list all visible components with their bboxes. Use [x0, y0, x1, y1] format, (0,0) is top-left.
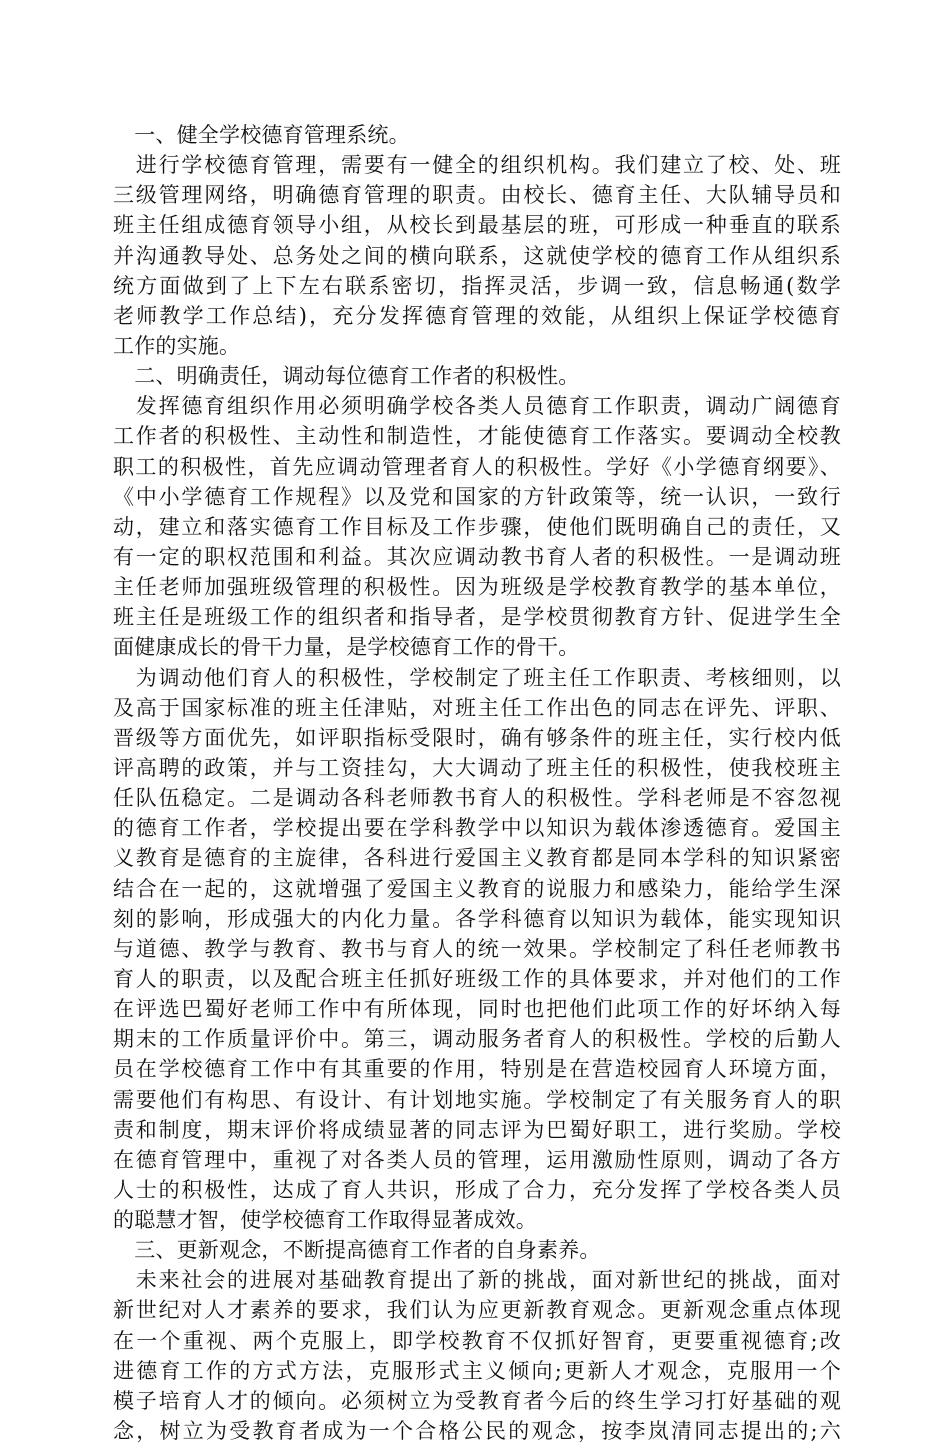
text-line: 需要他们有构思、有设计、有计划地实施。学校制定了有关服务育人的职	[113, 1087, 841, 1112]
text-line: 育人的职责，以及配合班主任抓好班级工作的具体要求，并对他们的工作	[113, 966, 841, 991]
text-line: 动，建立和落实德育工作目标及工作步骤，使他们既明确自己的责任，又	[113, 514, 841, 539]
text-line: 义教育是德育的主旋律，各科进行爱国主义教育都是同本学科的知识紧密	[113, 846, 841, 871]
text-line: 在评选巴蜀好老师工作中有所体现，同时也把他们此项工作的好坏纳入每	[113, 997, 841, 1022]
text-line: 工作的实施。	[113, 333, 241, 358]
text-line: 统方面做到了上下左右联系密切，指挥灵活，步调一致，信息畅通(数学	[113, 273, 841, 298]
text-line: 与道德、教学与教育、教书与育人的统一效果。学校制定了科任老师教书	[113, 936, 841, 961]
text-line: 发挥德育组织作用必须明确学校各类人员德育工作职责，调动广阔德育	[113, 394, 841, 419]
text-line: 三、更新观念，不断提高德育工作者的自身素养。	[113, 1238, 601, 1263]
text-line: 在一个重视、两个克服上，即学校教育不仅抓好智育，更要重视德育;改	[113, 1328, 841, 1353]
text-line: 的聪慧才智，使学校德育工作取得显著成效。	[113, 1208, 537, 1233]
text-line: 二、明确责任，调动每位德育工作者的积极性。	[113, 364, 580, 389]
text-line: 念，树立为受教育者成为一个合格公民的观念，按李岚清同志提出的;六	[113, 1419, 841, 1444]
text-line: 评高聘的政策，并与工资挂勾，大大调动了班主任的积极性，使我校班主	[113, 755, 841, 780]
text-line: 进德育工作的方式方法，克服形式主义倾向;更新人才观念，克服用一个	[113, 1358, 841, 1383]
text-line: 任队伍稳定。二是调动各科老师教书育人的积极性。学科老师是不容忽视	[113, 786, 841, 811]
text-line: 责和制度，期末评价将成绩显著的同志评为巴蜀好职工，进行奖励。学校	[113, 1117, 841, 1142]
text-line: 面健康成长的骨干力量，是学校德育工作的骨干。	[113, 635, 580, 660]
text-line: 班主任组成德育领导小组，从校长到最基层的班，可形成一种垂直的联系	[113, 213, 841, 238]
text-line: 三级管理网络，明确德育管理的职责。由校长、德育主任、大队辅导员和	[113, 183, 841, 208]
text-line: 职工的积极性，首先应调动管理者育人的积极性。学好《小学德育纲要》、	[113, 454, 841, 479]
text-line: 并沟通教导处、总务处之间的横向联系，这就使学校的德育工作从组织系	[113, 243, 841, 268]
text-line: 有一定的职权范围和利益。其次应调动教书育人者的积极性。一是调动班	[113, 544, 841, 569]
text-line: 为调动他们育人的积极性，学校制定了班主任工作职责、考核细则，以	[113, 665, 841, 690]
text-line: 在德育管理中，重视了对各类人员的管理，运用激励性原则，调动了各方	[113, 1147, 841, 1172]
text-line: 新世纪对人才素养的要求，我们认为应更新教育观念。更新观念重点体现	[113, 1298, 841, 1323]
text-line: 班主任是班级工作的组织者和指导者，是学校贯彻教育方针、促进学生全	[113, 605, 841, 630]
text-line: 员在学校德育工作中有其重要的作用，特别是在营造校园育人环境方面，	[113, 1057, 841, 1082]
text-line: 《中小学德育工作规程》以及党和国家的方针政策等，统一认识，一致行	[113, 484, 841, 509]
text-line: 未来社会的进展对基础教育提出了新的挑战，面对新世纪的挑战，面对	[113, 1268, 841, 1293]
text-line: 刻的影响，形成强大的内化力量。各学科德育以知识为载体，能实现知识	[113, 906, 841, 931]
text-line: 一、健全学校德育管理系统。	[113, 123, 410, 147]
text-line: 模子培育人才的倾向。必须树立为受教育者今后的终生学习打好基础的观	[113, 1388, 841, 1413]
text-line: 工作者的积极性、主动性和制造性，才能使德育工作落实。要调动全校教	[113, 424, 841, 449]
text-line: 晋级等方面优先，如评职指标受限时，确有够条件的班主任，实行校内低	[113, 725, 841, 750]
text-line: 进行学校德育管理，需要有一健全的组织机构。我们建立了校、处、班	[113, 153, 841, 178]
text-line: 期末的工作质量评价中。第三，调动服务者育人的积极性。学校的后勤人	[113, 1027, 841, 1052]
text-line: 主任老师加强班级管理的积极性。因为班级是学校教育教学的基本单位，	[113, 575, 841, 600]
text-line: 的德育工作者，学校提出要在学科教学中以知识为载体渗透德育。爱国主	[113, 816, 841, 841]
text-line: 及高于国家标准的班主任津贴，对班主任工作出色的同志在评先、评职、	[113, 695, 841, 720]
document-body	[113, 120, 841, 1446]
text-line: 老师教学工作总结)，充分发挥德育管理的效能，从组织上保证学校德育	[113, 303, 841, 328]
text-line: 结合在一起的，这就增强了爱国主义教育的说服力和感染力，能给学生深	[113, 876, 841, 901]
text-line: 人士的积极性，达成了育人共识，形成了合力，充分发挥了学校各类人员	[113, 1177, 841, 1202]
